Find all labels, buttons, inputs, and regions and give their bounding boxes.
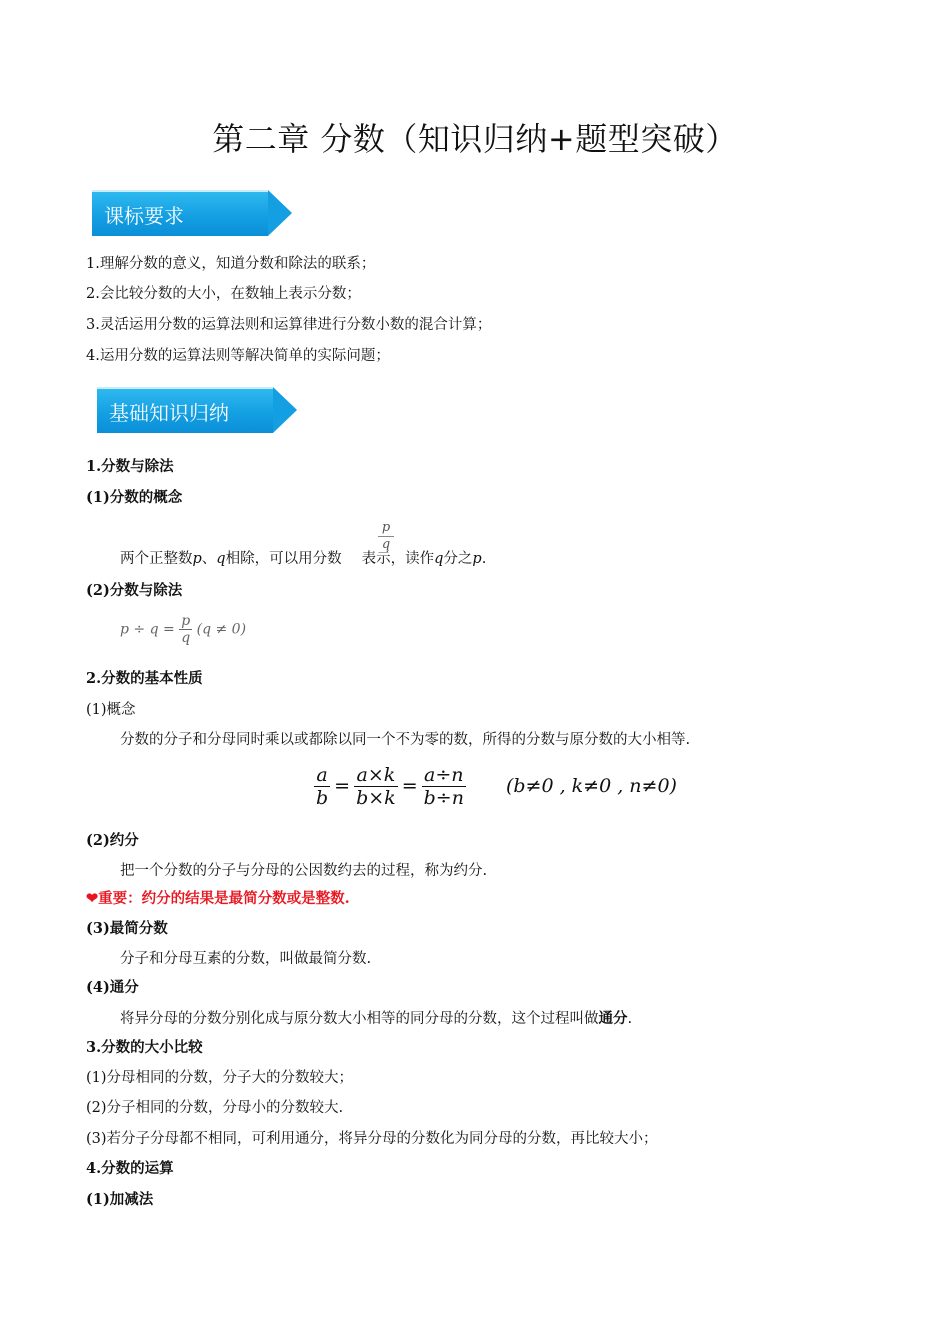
var-q: q — [216, 551, 226, 567]
section-heading: 4.分数的运算 — [86, 1160, 174, 1177]
fraction-denominator: q — [181, 630, 191, 646]
fraction-numerator: a×k — [356, 763, 396, 786]
text-segment: 表示，读作 — [361, 551, 435, 567]
subsection-heading: (2)约分 — [86, 832, 139, 849]
requirement-item: 2.会比较分数的大小，在数轴上表示分数； — [86, 286, 361, 302]
text-segment: . — [627, 1011, 633, 1027]
section-banner-knowledge — [97, 387, 297, 433]
fraction-numerator: a — [316, 763, 328, 786]
comparison-rule: (1)分母相同的分数，分子大的分数较大； — [86, 1070, 354, 1086]
term-bold: 通分 — [598, 1010, 628, 1027]
comparison-rule: (2)分子相同的分数，分母小的分数较大. — [86, 1100, 344, 1116]
subsection-heading: (1)概念 — [86, 702, 136, 718]
fraction-denominator: b×k — [356, 786, 396, 809]
var-p: p — [192, 551, 202, 567]
requirement-item: 4.运用分数的运算法则等解决简单的实际问题； — [86, 348, 390, 364]
fraction-denominator: q — [381, 537, 391, 552]
banner-label: 课标要求 — [92, 190, 268, 236]
fraction-numerator: a÷n — [424, 763, 464, 786]
section-heading: 3.分数的大小比较 — [86, 1039, 203, 1056]
equals-sign: = — [334, 775, 351, 797]
fraction-divided — [422, 764, 466, 809]
text-segment: 将异分母的分数分别化成与原分数大小相等的同分母的分数，这个过程叫做 — [120, 1011, 599, 1027]
text-segment: 相除，可以用分数 — [225, 551, 342, 567]
page-title: 第二章 分数（知识归纳+题型突破） — [212, 120, 738, 158]
banner-arrow-icon — [268, 190, 292, 236]
simplest-text: 分子和分母互素的分数，叫做最简分数. — [120, 951, 372, 967]
var-q: q — [434, 551, 444, 567]
fraction-numerator: p — [378, 520, 394, 537]
fraction-denominator: b÷n — [423, 786, 464, 809]
reduce-text: 把一个分数的分子与分母的公因数约去的过程，称为约分. — [120, 863, 488, 879]
banner-arrow-icon — [273, 387, 297, 433]
important-note: ❤重要：约分的结果是最简分数或是整数. — [86, 890, 350, 907]
fraction-a-over-b — [314, 764, 330, 809]
section-banner-requirements — [92, 190, 292, 236]
section-heading: 2.分数的基本性质 — [86, 670, 203, 687]
fraction-multiplied — [354, 764, 398, 809]
var-p: p — [472, 551, 482, 567]
common-denominator-text — [120, 1009, 632, 1029]
section-heading: 1.分数与除法 — [86, 458, 174, 475]
concept-text — [120, 549, 486, 569]
concept-text: 分数的分子和分母同时乘以或都除以同一个不为零的数，所得的分数与原分数的大小相等. — [120, 732, 691, 748]
equals-sign: = — [401, 775, 418, 797]
text-segment: 分之 — [443, 551, 473, 567]
subsection-heading: (2)分数与除法 — [86, 582, 183, 599]
comparison-rule: (3)若分子分母都不相同，可利用通分，将异分母的分数化为同分母的分数，再比较大小； — [86, 1131, 658, 1147]
division-formula — [120, 613, 246, 655]
text-segment: 两个正整数 — [120, 551, 193, 567]
requirement-item: 1.理解分数的意义，知道分数和除法的联系； — [86, 256, 376, 272]
formula-condition: (q ≠ 0) — [196, 621, 247, 638]
subsection-heading: (3)最简分数 — [86, 920, 168, 937]
subsection-heading: (1)加减法 — [86, 1191, 154, 1208]
fraction-p-over-q — [179, 613, 192, 646]
fraction-denominator: b — [316, 786, 329, 809]
formula-condition: (b≠0 , k≠0 , n≠0) — [505, 775, 677, 797]
subsection-heading: (1)分数的概念 — [86, 489, 183, 506]
fraction-property-formula — [314, 760, 677, 812]
fraction-numerator: p — [181, 613, 191, 629]
subsection-heading: (4)通分 — [86, 979, 139, 996]
formula-left: p ÷ q = — [120, 621, 175, 638]
requirement-item: 3.灵活运用分数的运算法则和运算律进行分数小数的混合计算； — [86, 317, 492, 333]
text-segment: . — [481, 551, 487, 567]
text-segment: 、 — [201, 551, 217, 567]
banner-label: 基础知识归纳 — [97, 387, 273, 433]
